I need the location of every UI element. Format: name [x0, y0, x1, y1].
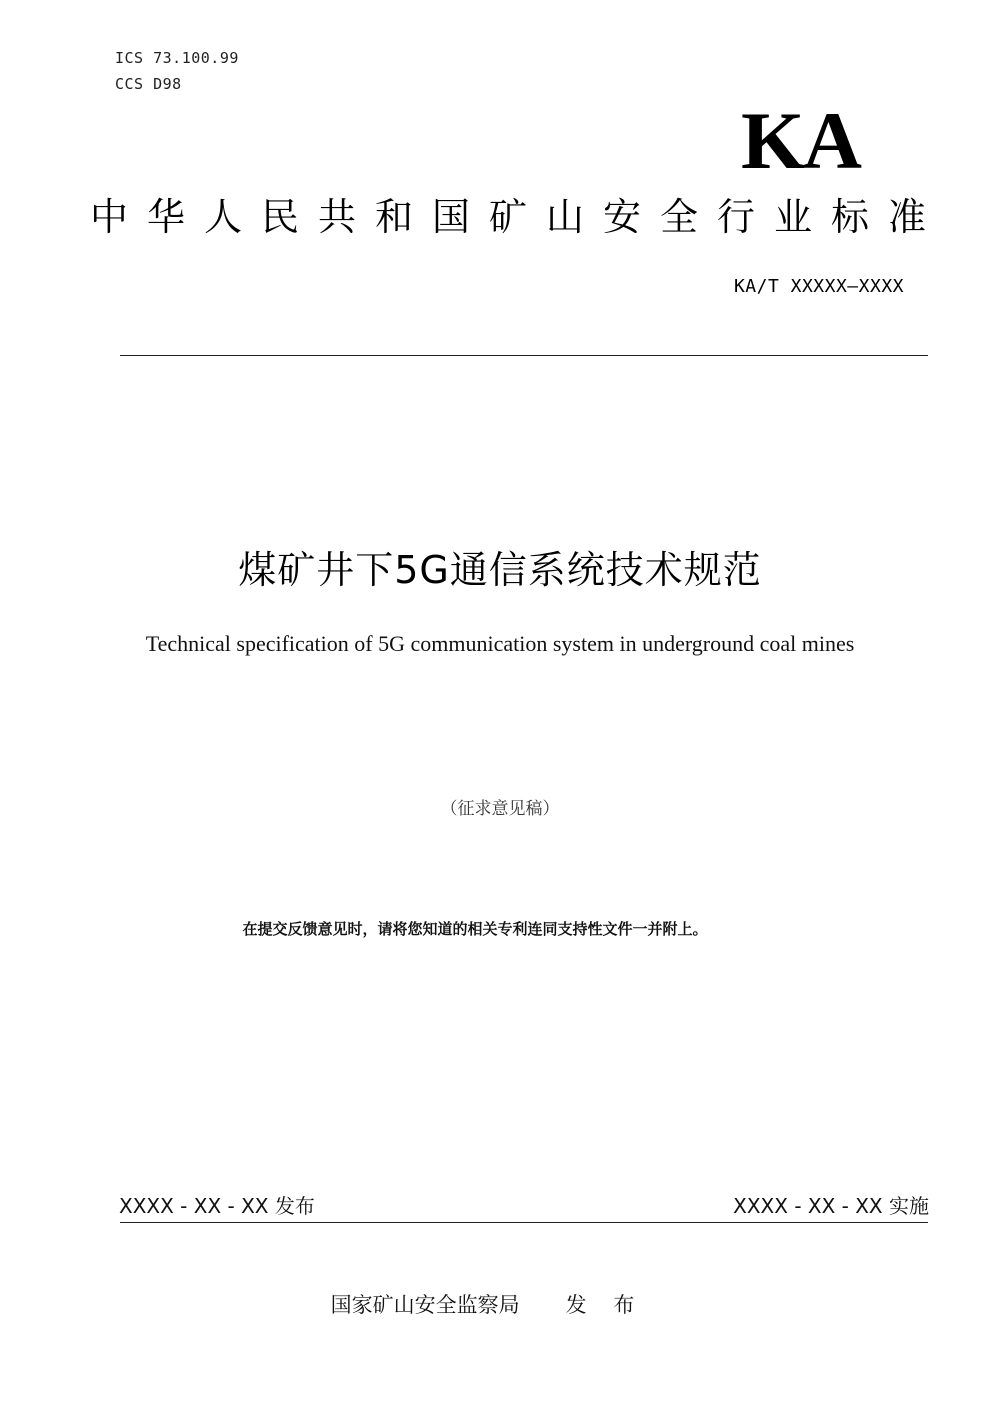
implementation-date: XXXX - XX - XX 实施 — [733, 1194, 929, 1218]
ka-logo: KA — [741, 95, 860, 186]
ccs-code: CCS D98 — [115, 75, 182, 93]
patent-notice: 在提交反馈意见时，请将您知道的相关专利连同支持性文件一并附上。 — [242, 920, 708, 938]
publisher-line — [0, 1290, 1000, 1320]
document-title-english: Technical specification of 5G communication system in underground coal mines — [145, 631, 855, 656]
standard-number: KA/T XXXXX—XXXX — [733, 276, 904, 297]
standard-category-title: 中华人民共和国矿山安全行业标准 — [89, 195, 945, 239]
header-divider — [120, 355, 928, 356]
footer-divider — [120, 1222, 928, 1223]
document-title-chinese: 煤矿井下5G通信系统技术规范 — [238, 548, 762, 592]
publish-action: 发 布 — [565, 1293, 645, 1317]
issue-date: XXXX - XX - XX 发布 — [119, 1194, 315, 1218]
ics-code: ICS 73.100.99 — [115, 49, 239, 67]
publisher-name: 国家矿山安全监察局 — [330, 1293, 520, 1317]
draft-status: （征求意见稿） — [440, 799, 560, 819]
